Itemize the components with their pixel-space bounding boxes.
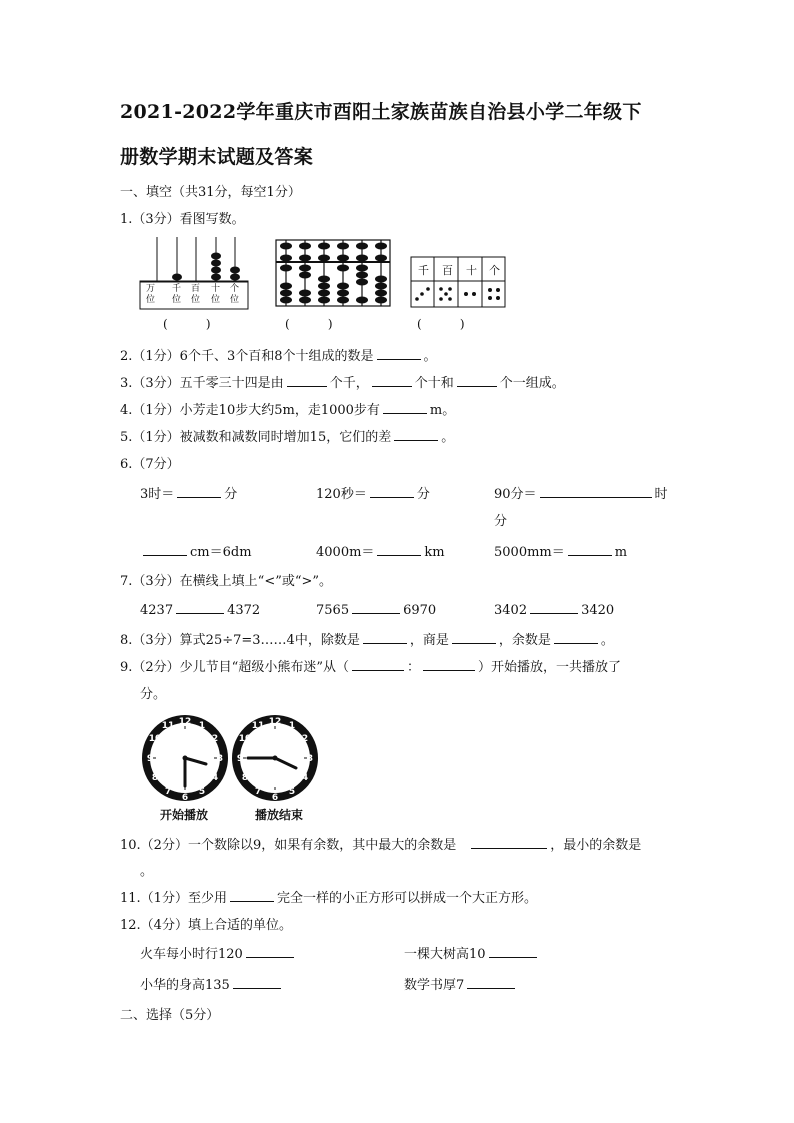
abacus-label-shi: 十 位 bbox=[211, 284, 221, 305]
svg-text:11: 11 bbox=[251, 721, 265, 731]
svg-text:5: 5 bbox=[198, 787, 206, 797]
answer-blank[interactable] bbox=[352, 601, 400, 614]
answer-paren-2: ( ) bbox=[285, 317, 333, 331]
question-6: 6.（7分） bbox=[120, 457, 180, 472]
question-5: 5.（1分）被减数和减数同时增加15，它们的差 。 bbox=[120, 430, 455, 445]
q6-item-3: 90分＝ 时 bbox=[494, 487, 668, 502]
question-10-cont: 。 bbox=[140, 864, 154, 879]
svg-text:9: 9 bbox=[236, 754, 244, 764]
question-2: 2.（1分）6个千、3个百和8个十组成的数是 。 bbox=[120, 349, 437, 364]
answer-blank[interactable] bbox=[377, 347, 421, 360]
answer-paren-3: ( ) bbox=[417, 317, 465, 331]
svg-text:8: 8 bbox=[151, 773, 159, 783]
section-1-heading: 一、填空（共31分，每空1分） bbox=[120, 185, 301, 200]
question-11: 11.（1分）至少用 完全一样的小正方形可以拼成一个大正方形。 bbox=[120, 891, 537, 906]
section-2-heading: 二、选择（5分） bbox=[120, 1008, 220, 1023]
question-1: 1.（3分）看图写数。 bbox=[120, 212, 245, 227]
title-line-2: 册数学期末试题及答案 bbox=[120, 146, 314, 168]
answer-blank[interactable] bbox=[540, 485, 652, 498]
answer-blank[interactable] bbox=[471, 836, 547, 849]
svg-text:7: 7 bbox=[254, 787, 262, 797]
answer-blank[interactable] bbox=[568, 543, 612, 556]
question-3: 3.（3分）五千零三十四是由 个千， 个十和 个一组成。 bbox=[120, 376, 565, 391]
svg-text:1: 1 bbox=[288, 721, 296, 731]
clock-figure bbox=[138, 712, 322, 804]
answer-blank[interactable] bbox=[554, 631, 598, 644]
q12-item-3: 小华的身高135 bbox=[140, 974, 284, 993]
answer-blank[interactable] bbox=[489, 945, 537, 958]
q6-item-6: 5000mm＝ m bbox=[494, 545, 628, 560]
q6-item-1: 3时＝ 分 bbox=[140, 487, 238, 502]
svg-text:6: 6 bbox=[181, 793, 189, 803]
answer-blank[interactable] bbox=[352, 658, 404, 671]
question-9-cont: 分。 bbox=[140, 687, 167, 702]
table-header-shi: 十 bbox=[466, 264, 477, 277]
svg-text:12: 12 bbox=[178, 717, 192, 727]
q12-item-4: 数学书厚7 bbox=[404, 974, 518, 993]
table-header-qian: 千 bbox=[418, 264, 429, 277]
svg-text:4: 4 bbox=[301, 773, 309, 783]
svg-text:3: 3 bbox=[216, 754, 224, 764]
answer-blank[interactable] bbox=[233, 976, 281, 989]
question-8: 8.（3分）算式25÷7=3……4中，除数是 ，商是 ，余数是 。 bbox=[120, 633, 614, 648]
svg-text:5: 5 bbox=[288, 787, 296, 797]
svg-text:2: 2 bbox=[211, 734, 219, 744]
svg-text:11: 11 bbox=[161, 721, 175, 731]
abacus-figure-2 bbox=[274, 238, 394, 310]
question-12: 12.（4分）填上合适的单位。 bbox=[120, 918, 292, 933]
q7-item-1: 4237 4372 bbox=[140, 603, 261, 618]
q6-item-3-cont: 分 bbox=[494, 514, 508, 529]
abacus-label-qian: 千 位 bbox=[172, 284, 182, 305]
answer-blank[interactable] bbox=[423, 658, 475, 671]
answer-blank[interactable] bbox=[372, 374, 412, 387]
answer-blank[interactable] bbox=[467, 976, 515, 989]
q7-item-3: 3402 3420 bbox=[494, 603, 615, 618]
q12-item-2: 一棵大树高10 bbox=[404, 943, 540, 962]
answer-blank[interactable] bbox=[383, 401, 427, 414]
answer-blank[interactable] bbox=[287, 374, 327, 387]
answer-blank[interactable] bbox=[230, 889, 274, 902]
answer-blank[interactable] bbox=[177, 485, 221, 498]
answer-blank[interactable] bbox=[363, 631, 407, 644]
answer-blank[interactable] bbox=[377, 543, 421, 556]
q6-item-5: 4000m＝ km bbox=[316, 545, 445, 560]
svg-text:7: 7 bbox=[164, 787, 172, 797]
question-10: 10.（2分）一个数除以9，如果有余数，其中最大的余数是 ，最小的余数是 bbox=[120, 838, 642, 853]
svg-text:9: 9 bbox=[146, 754, 154, 764]
svg-text:3: 3 bbox=[306, 754, 314, 764]
svg-text:8: 8 bbox=[241, 773, 249, 783]
q6-item-4: cm＝6dm bbox=[140, 541, 252, 560]
abacus-label-ge: 个 位 bbox=[230, 284, 240, 305]
svg-text:1: 1 bbox=[198, 721, 206, 731]
svg-text:10: 10 bbox=[238, 734, 252, 744]
abacus-label-bai: 百 位 bbox=[191, 284, 201, 305]
abacus-label-wan: 万 位 bbox=[146, 284, 156, 305]
answer-blank[interactable] bbox=[370, 485, 414, 498]
question-9: 9.（2分）少儿节目“超级小熊布迷”从（ ： ）开始播放，一共播放了 bbox=[120, 660, 621, 675]
clock-label-start: 开始播放 bbox=[160, 808, 209, 822]
q6-item-2: 120秒＝ 分 bbox=[316, 487, 430, 502]
answer-blank[interactable] bbox=[143, 543, 187, 556]
clock-label-end: 播放结束 bbox=[255, 808, 304, 822]
question-7: 7.（3分）在横线上填上“<”或“>”。 bbox=[120, 574, 333, 589]
svg-text:2: 2 bbox=[301, 734, 309, 744]
answer-blank[interactable] bbox=[457, 374, 497, 387]
answer-blank[interactable] bbox=[394, 428, 438, 441]
answer-blank[interactable] bbox=[176, 601, 224, 614]
answer-blank[interactable] bbox=[246, 945, 294, 958]
q12-item-1: 火车每小时行120 bbox=[140, 943, 297, 962]
answer-paren-1: ( ) bbox=[163, 317, 211, 331]
question-4: 4.（1分）小芳走10步大约5m，走1000步有 m。 bbox=[120, 403, 456, 418]
title-line-1: 2021-2022学年重庆市酉阳土家族苗族自治县小学二年级下 bbox=[120, 101, 642, 123]
answer-blank[interactable] bbox=[530, 601, 578, 614]
svg-text:12: 12 bbox=[268, 717, 282, 727]
svg-text:6: 6 bbox=[271, 793, 279, 803]
table-header-bai: 百 bbox=[442, 264, 453, 277]
svg-text:4: 4 bbox=[211, 773, 219, 783]
answer-blank[interactable] bbox=[452, 631, 496, 644]
q7-item-2: 7565 6970 bbox=[316, 603, 437, 618]
svg-text:10: 10 bbox=[148, 734, 162, 744]
table-header-ge: 个 bbox=[489, 264, 500, 277]
